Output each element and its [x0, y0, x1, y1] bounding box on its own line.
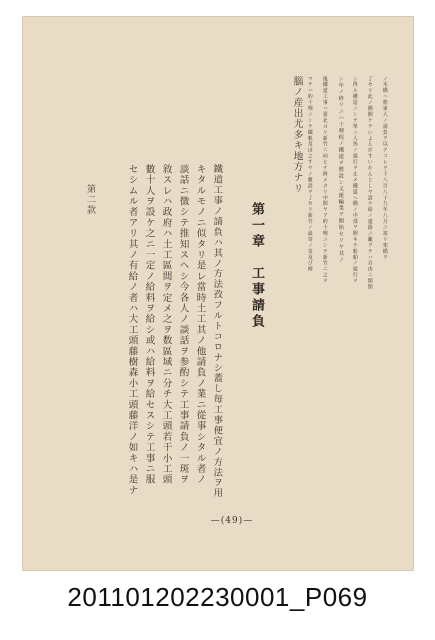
- page-number: —(49)—: [210, 516, 254, 526]
- text-column-top-5: 後鐵道工事ハ臺北ヨリ新竹ニ向ヒテ修メタリ中間ヤア約十哩ニシテ新竹ニ之ヲ: [321, 76, 328, 285]
- text-column-top-7: 腦ノ産出尤多キ地方ナリ: [291, 76, 303, 194]
- text-column-top-3: シ得ル構造ニシテ單ニ人馬ノ通行ヲ止メ鐵道ヘ橋ノ中部ヲ開キテ船舶ノ通行ヲ: [351, 76, 358, 285]
- text-column-lower-6: セシムル者アリ其ノ有給ノ者ハ大工頭藤樹森小工頭藤洋ノ如キハ是ナ: [126, 164, 138, 496]
- text-column-lower-5: 數十人ヲ設ケ之ニ一定ノ給料ヲ給シ或ハ給料ヲ給セスシテ工事ニ服: [143, 164, 155, 485]
- text-column-lower-4: 敘スレハ政府ハ土工區間ヲ定メ之ヲ数區域ニ分チ大工頭若干小工頭: [160, 164, 172, 485]
- text-column-top-2: 了セリ此ノ橋開ケテいよんがすいかんとしヤ設ケ給ノ道路ニ籬ヲテハ自由ニ開閉: [366, 76, 373, 291]
- text-column-top-6: マテハ約十哩ニシテ鐵軌及ぼ之すヤノ數設ヲ了セリ新竹ノ最寄ノ茶及び樟: [306, 76, 313, 273]
- document-page: [22, 16, 414, 571]
- text-column-lower-1: 鐵道工事ノ請負ハ其ノ方法孜フルトコロナシ蓋し毎工事便宜ノ方法ヲ用: [211, 164, 223, 499]
- text-column-lower-2: キタルモノニ似タリ是レ當時土工其ノ他請負ノ業ニ從事シタル者ノ: [194, 164, 206, 485]
- text-column-top-4: シ年ノ終リニハ十哩程ノ鐵道ヲ敷設シ又運輸業ヲ開始セリヤ其ノ: [337, 76, 344, 264]
- chapter-title: 第一章 工事請負: [249, 202, 264, 330]
- image-caption: 20110120223000​1_P069: [67, 582, 368, 612]
- text-column-top-1: ノ木橋ハ擔東人ノ請負ヲ以テコレヲ千八百八十九年八月ニ竣リ架橋ヲ: [381, 76, 388, 261]
- text-column-lower-3: 談話ニ徴シテ推知スヘシ今各人ノ談話ヲ参酌シテ工事請負ノ一斑ヲ: [177, 164, 189, 485]
- section-side-label: 第二款: [85, 184, 95, 216]
